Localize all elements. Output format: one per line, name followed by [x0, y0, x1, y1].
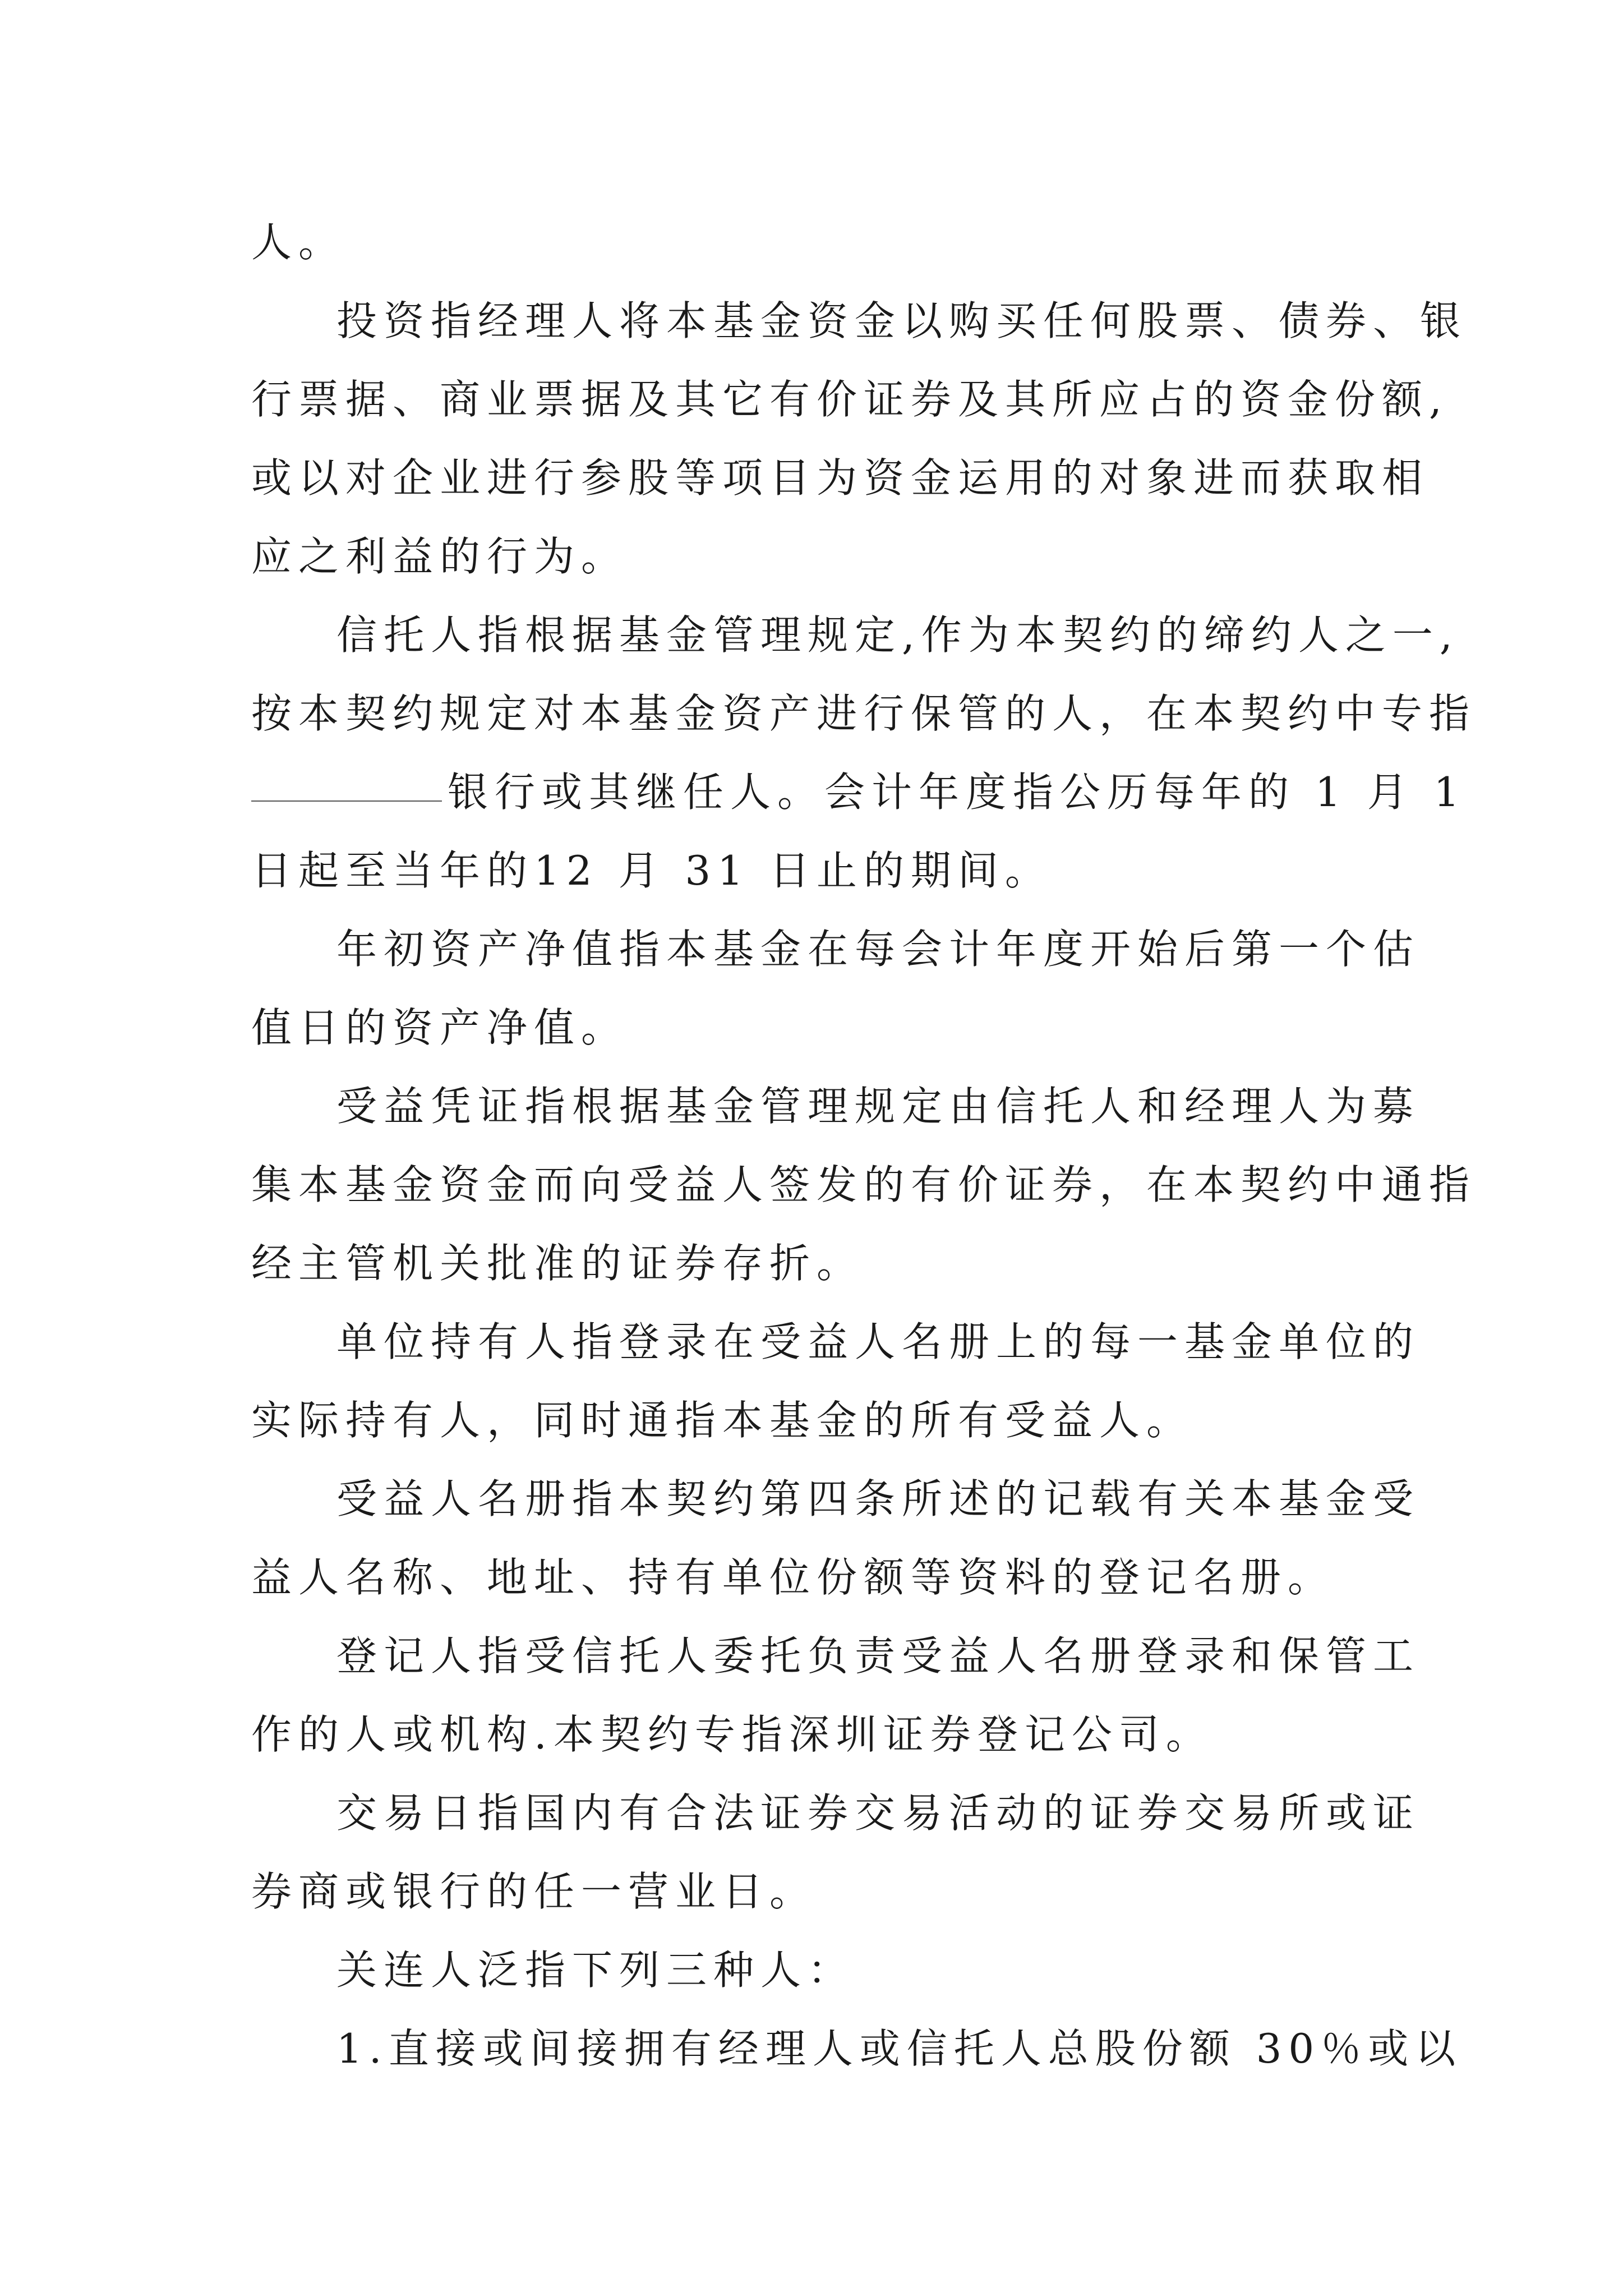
text-line: 行票据、商业票据及其它有价证券及其所应占的资金份额, [251, 376, 1449, 423]
text-line: 应之利益的行为。 [251, 533, 629, 580]
paragraph-start: 单位持有人指登录在受益人名册上的每一基金单位的 [336, 1318, 1421, 1365]
text-line: 集本基金资金而向受益人签发的有价证券，在本契约中通指 [251, 1161, 1477, 1208]
text-line: 或以对企业进行参股等项目为资金运用的对象进而获取相 [251, 454, 1430, 501]
text-line-with-blank [251, 764, 1466, 820]
paragraph-start: 信托人指根据基金管理规定,作为本契约的缔约人之一, [336, 611, 1459, 659]
paragraph-start: 受益凭证指根据基金管理规定由信托人和经理人为募 [336, 1083, 1421, 1130]
paragraph-start: 年初资产净值指本基金在每会计年度开始后第一个估 [336, 926, 1421, 973]
text-line: 实际持有人，同时通指本基金的所有受益人。 [251, 1397, 1194, 1444]
text-line: 值日的资产净值。 [251, 1004, 629, 1051]
fill-in-blank [251, 767, 442, 802]
paragraph-start: 交易日指国内有合法证券交易活动的证券交易所或证 [336, 1789, 1421, 1837]
text-line: 作的人或机构.本契约专指深圳证券登记公司。 [251, 1711, 1213, 1758]
list-item: 1.直接或间接拥有经理人或信托人总股份额 30％或以 [336, 2025, 1463, 2072]
paragraph-start: 投资指经理人将本基金资金以购买任何股票、债券、银 [336, 297, 1468, 344]
text-line: 人。 [251, 219, 346, 266]
text-line: 经主管机关批准的证券存折。 [251, 1240, 864, 1287]
text-after-blank: 银行或其继任人。会计年度指公历每年的 1 月 1 [448, 769, 1467, 816]
text-line: 日起至当年的12 月 31 日止的期间。 [251, 847, 1052, 894]
paragraph-start: 受益人名册指本契约第四条所述的记载有关本基金受 [336, 1475, 1421, 1522]
paragraph-start: 登记人指受信托人委托负责受益人名册登录和保管工 [336, 1632, 1421, 1680]
text-line: 券商或银行的任一营业日。 [251, 1868, 817, 1915]
paragraph-start: 关连人泛指下列三种人： [336, 1947, 855, 1994]
text-line: 按本契约规定对本基金资产进行保管的人，在本契约中专指 [251, 690, 1477, 737]
text-line: 益人名称、地址、持有单位份额等资料的登记名册。 [251, 1554, 1335, 1601]
